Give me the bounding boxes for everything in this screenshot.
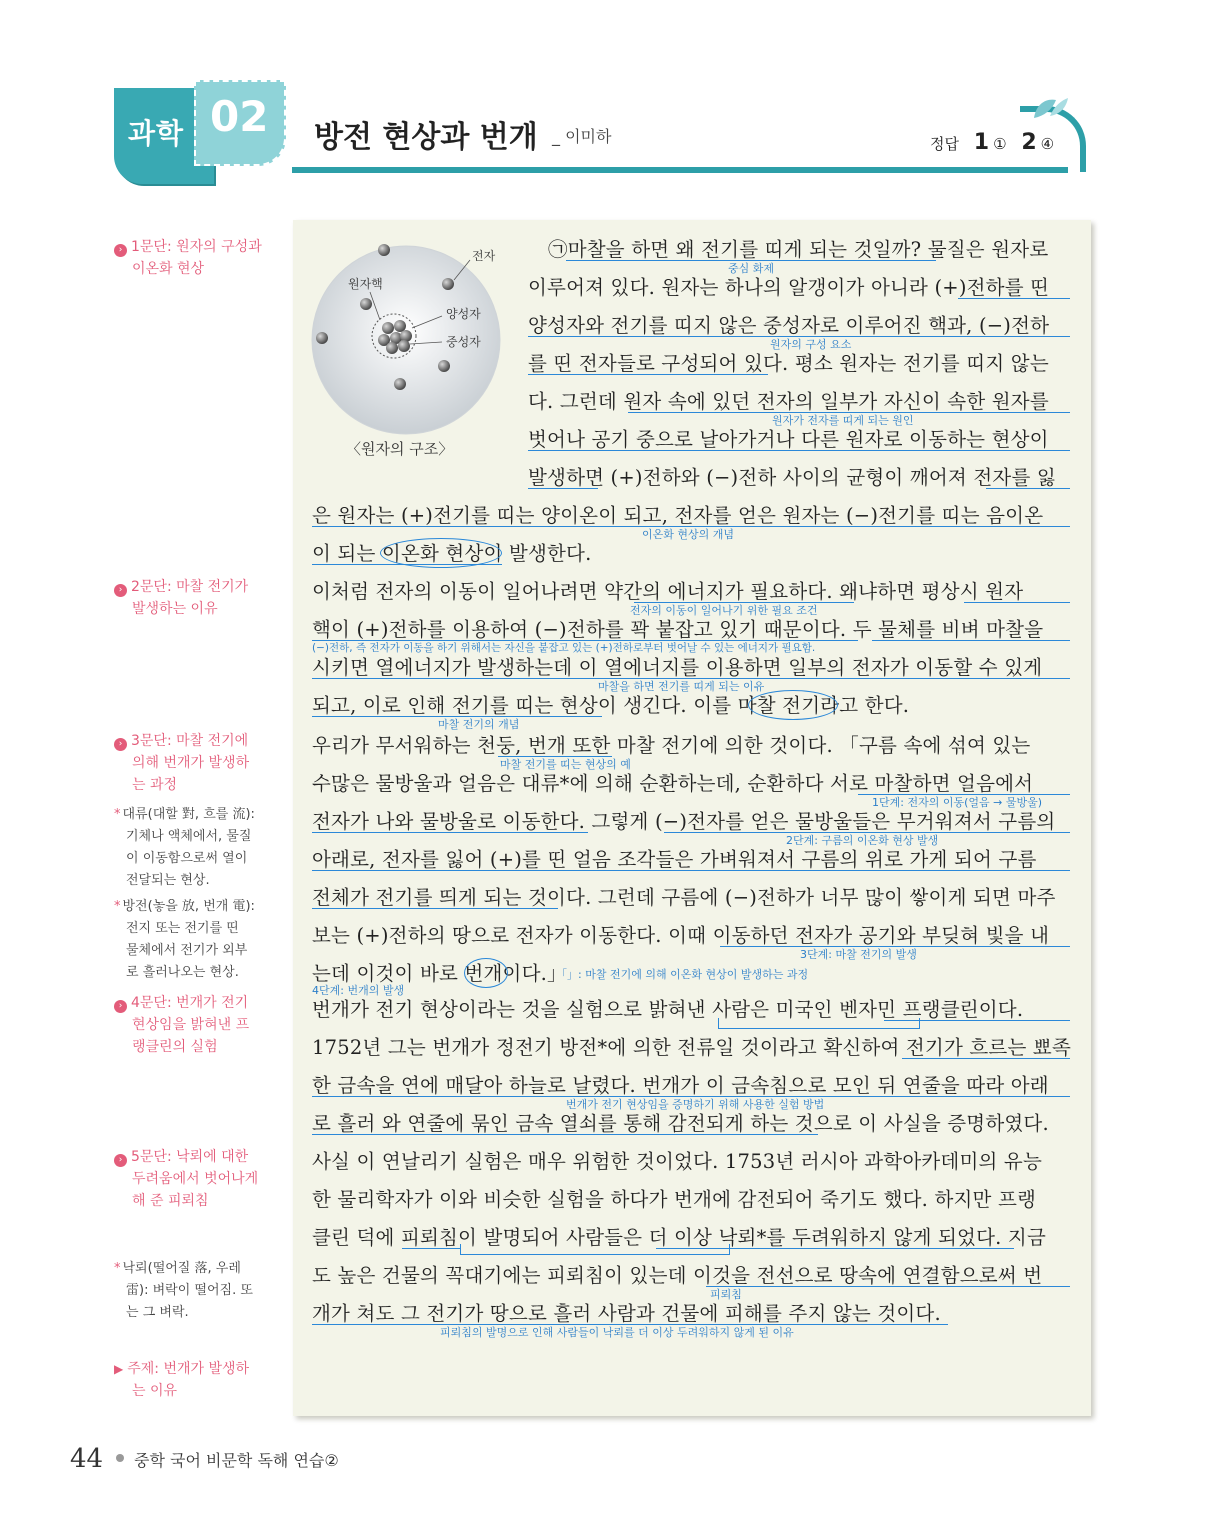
atom-structure-figure xyxy=(308,236,518,466)
sidebar-summary-5: › 5문단: 낙뢰에 대한 두려움에서 벗어나게 해 준 피뢰침 xyxy=(114,1146,274,1212)
answer-a1: ① xyxy=(993,135,1007,153)
annotation-step-3: 3단계: 마찰 전기의 발생 xyxy=(800,948,917,961)
body-line-15: 수많은 물방울과 얼음은 대류*에 의해 순환하는데, 순환하다 서로 마찰하면 얼음에서 xyxy=(312,772,1034,795)
leaf-icon xyxy=(1030,94,1070,120)
body-line-18: 전체가 전기를 띄게 되는 것이다. 그런데 구름에 (−)전하가 너무 많이 쌓이게 되면 마주 xyxy=(312,886,1056,909)
body-line-29: 개가 쳐도 그 전기가 땅으로 흘러 사람과 건물에 피해를 주지 않는 것이다. xyxy=(312,1302,941,1325)
bullet-icon: › xyxy=(114,1154,127,1167)
annotation-step-4: 4단계: 번개의 발생 xyxy=(312,984,405,997)
body-line-22: 1752년 그는 번개가 정전기 방전*에 의한 전류일 것이라고 확신하여 전기가 흐르는 뾰족 xyxy=(312,1036,1071,1059)
bullet-icon: › xyxy=(114,738,127,751)
author: _ 이미하 xyxy=(552,127,612,146)
body-line-3: 양성자와 전기를 띠지 않은 중성자로 이루어진 핵과, (−)전하 xyxy=(528,314,1050,337)
answer-label: 정답 xyxy=(930,135,959,153)
connector-mark xyxy=(718,1018,920,1029)
body-line-4: 를 띤 전자들로 구성되어 있다. 평소 원자는 전기를 띠지 않는 xyxy=(528,352,1049,375)
subject-label: 과학 xyxy=(128,117,185,150)
bullet-icon: › xyxy=(114,584,127,597)
annotation-friction-concept: 마찰 전기의 개념 xyxy=(438,718,520,731)
annotation-example: 마찰 전기를 띠는 현상의 예 xyxy=(500,758,631,771)
annotation-energy-note: (−)전하, 즉 전자가 이동을 하기 위해서는 자신을 붙잡고 있는 (+)전하로부터 벗어날 수 있는 에너지가 필요함. xyxy=(312,642,816,654)
sidebar-note-nakroe: * 낙뢰(떨어질 落, 우레 雷): 벼락이 떨어짐. 또 는 그 벼락. xyxy=(114,1261,253,1320)
annotation-process: 「」: 마찰 전기에 의해 이온화 현상이 발생하는 과정 xyxy=(556,968,809,981)
sidebar-note-bangjeon: * 방전(놓을 放, 번개 電): 전지 또는 전기를 띤 물체에서 전기가 외부 로 흘러나오는 현상. xyxy=(114,899,255,980)
answer-a2: ④ xyxy=(1040,135,1055,153)
asterisk-icon: * xyxy=(114,899,121,914)
underline-mark xyxy=(528,488,598,489)
body-line-17: 아래로, 전자를 잃어 (+)를 띤 얼음 조각들은 가벼워져서 구름의 위로 가게 되어 구름 xyxy=(312,848,1037,871)
neutron-label: 중성자 xyxy=(446,335,481,349)
annotation-lightning-rod: 피뢰침 xyxy=(710,1288,742,1301)
underline-mark xyxy=(964,602,1070,603)
sidebar-summary-4: › 4문단: 번개가 전기 현상임을 밝혀낸 프 랭클린의 실험 xyxy=(114,992,274,1058)
footer-dot xyxy=(116,1454,124,1462)
lesson-number-tab xyxy=(194,80,286,166)
book-title: 중학 국어 비문학 독해 연습② xyxy=(134,1451,339,1470)
underline-mark xyxy=(872,640,1070,641)
answer-q1: 1 xyxy=(973,130,990,155)
bullet-icon: › xyxy=(114,1000,127,1013)
sidebar-note-daeryu: * 대류(대할 對, 흐를 流): 기체나 액체에서, 물질 이 이동함으로써 열이 전달되는 현상. xyxy=(114,807,255,888)
annotation-condition: 전자의 이동이 일어나기 위한 필요 조건 xyxy=(630,604,818,617)
header-rule xyxy=(292,167,1068,173)
annotation-cause: 원자가 전자를 띠게 되는 원인 xyxy=(772,414,914,427)
circle-mark xyxy=(380,538,502,568)
sidebar-theme: ▶ 주제: 번개가 발생하 는 이유 xyxy=(114,1361,250,1399)
connector-mark xyxy=(460,1244,730,1255)
annotation-step-2: 2단계: 구름의 이온화 현상 발생 xyxy=(786,834,939,847)
underline-mark xyxy=(528,374,768,375)
underline-mark xyxy=(706,1286,1070,1287)
body-line-24: 로 흘러 와 연줄에 묶인 금속 열쇠를 통해 감전되게 하는 것으로 이 사실을 증명하였다. xyxy=(312,1112,1049,1135)
sidebar-summary-3: › 3문단: 마찰 전기에 의해 번개가 발생하 는 과정 xyxy=(114,730,274,796)
answer-q2: 2 xyxy=(1021,130,1037,155)
body-line-28: 도 높은 건물의 꼭대기에는 피뢰침이 있는데 이것을 전선으로 땅속에 연결함으로써 번 xyxy=(312,1264,1043,1287)
annotation-ionization: 이온화 현상의 개념 xyxy=(642,528,735,541)
asterisk-icon: * xyxy=(114,807,121,822)
body-line-7: 발생하면 (+)전하와 (−)전하 사이의 균형이 깨어져 전자를 잃 xyxy=(528,466,1056,489)
body-line-16: 전자가 나와 물방울로 이동한다. 그렇게 (−)전자를 얻은 물방울들은 무거워져서 구름의 xyxy=(312,810,1056,833)
annotation-experiment: 번개가 전기 현상임을 증명하기 위해 사용한 실험 방법 xyxy=(566,1098,825,1111)
answer-key xyxy=(930,130,1054,155)
body-line-6: 벗어나 공기 중으로 날아가거나 다른 원자로 이동하는 현상이 xyxy=(528,428,1049,451)
page-number: 44 xyxy=(70,1444,104,1474)
underline-mark xyxy=(958,298,1070,299)
body-line-12: 시키면 열에너지가 발생하는데 이 열에너지를 이용하면 일부의 전자가 이동할 수 있게 xyxy=(312,656,1043,679)
figure-caption: 〈원자의 구조〉 xyxy=(346,440,454,458)
body-line-23: 한 금속을 연에 매달아 하늘로 날렸다. 번개가 이 금속침으로 모인 뒤 연줄을 따라 아래 xyxy=(312,1074,1049,1097)
circle-mark xyxy=(748,690,838,720)
body-line-2: 이루어져 있다. 원자는 하나의 알갱이가 아니라 (+)전하를 띤 xyxy=(528,276,1050,299)
body-line-1: ㉠마찰을 하면 왜 전기를 띠게 되는 것일까? 물질은 원자로 xyxy=(548,238,1049,261)
electron-label: 전자 xyxy=(472,249,496,263)
underline-mark xyxy=(528,450,1070,451)
asterisk-icon: * xyxy=(114,1261,121,1276)
annotation-friction-reason: 마찰을 하면 전기를 띠게 되는 이유 xyxy=(598,680,765,693)
annotation-atom-components: 원자의 구성 요소 xyxy=(770,338,852,351)
underline-mark xyxy=(312,832,588,833)
sidebar-summary-2: › 2문단: 마찰 전기가 발생하는 이유 xyxy=(114,576,274,620)
body-line-11: 핵이 (+)전하를 이용하여 (−)전하를 꽉 붙잡고 있기 때문이다. 두 물체를 비벼 마찰을 xyxy=(312,618,1044,641)
annotation-step-1: 1단계: 전자의 이동(얼음 → 물방울) xyxy=(872,796,1043,809)
body-line-27: 클린 덕에 피뢰침이 발명되어 사람들은 더 이상 낙뢰*를 두려워하지 않게 되었다. 지금 xyxy=(312,1226,1046,1249)
underline-mark xyxy=(402,1248,460,1249)
nucleus-label: 원자핵 xyxy=(348,277,383,291)
body-line-25: 사실 이 연날리기 실험은 매우 위험한 것이었다. 1753년 러시아 과학아카데미의 유능 xyxy=(312,1150,1042,1173)
annotation-lightning-rod-reason: 피뢰침의 발명으로 인해 사람들이 낙뢰를 더 이상 두려워하지 않게 된 이유 xyxy=(440,1326,794,1339)
underline-mark xyxy=(986,488,1070,489)
body-line-13: 되고, 이로 인해 전기를 띠는 현상이 생긴다. 이를 마찰 전기라고 한다. xyxy=(312,694,910,717)
body-line-19: 보는 (+)전하의 땅으로 전자가 이동한다. 이때 이동하던 전자가 공기와 부딪혀 빛을 내 xyxy=(312,924,1050,947)
circle-mark xyxy=(464,958,508,988)
body-line-14: 우리가 무서워하는 천둥, 번개 또한 마찰 전기에 의한 것이다. 「구름 속에 섞여 있는 xyxy=(312,734,1031,757)
proton-label: 양성자 xyxy=(446,307,481,321)
body-line-20: 는데 이것이 바로 번개이다.」 xyxy=(312,962,567,985)
body-line-26: 한 물리학자가 이와 비슷한 실험을 하다가 번개에 감전되어 죽기도 했다. 하지만 프랭 xyxy=(312,1188,1037,1211)
underline-mark xyxy=(312,870,1070,871)
lesson-number: 02 xyxy=(210,92,269,141)
underline-mark xyxy=(312,1134,818,1135)
body-line-10: 이처럼 전자의 이동이 일어나려면 약간의 에너지가 필요하다. 왜냐하면 평상시 원자 xyxy=(312,580,1024,603)
body-line-8: 은 원자는 (+)전기를 띠는 양이온이 되고, 전자를 얻은 원자는 (−)전기를 띠는 음이온 xyxy=(312,504,1044,527)
sidebar-summary-1: › 1문단: 원자의 구성과 이온화 현상 xyxy=(114,236,274,280)
annotation-central-topic: 중심 화제 xyxy=(728,262,775,275)
page-title: 방전 현상과 번개 xyxy=(314,120,538,155)
triangle-icon: ▶ xyxy=(114,1362,124,1376)
underline-mark xyxy=(312,908,558,909)
body-line-5: 다. 그런데 원자 속에 있던 전자의 일부가 자신이 속한 원자를 xyxy=(528,390,1049,413)
underline-mark xyxy=(902,1058,1070,1059)
bullet-icon: › xyxy=(114,244,127,257)
body-line-9: 이 되는 이온화 현상이 발생한다. xyxy=(312,542,592,565)
body-line-21: 번개가 전기 현상이라는 것을 실험으로 밝혀낸 사람은 미국인 벤자민 프랭클린이다. xyxy=(312,998,1024,1021)
